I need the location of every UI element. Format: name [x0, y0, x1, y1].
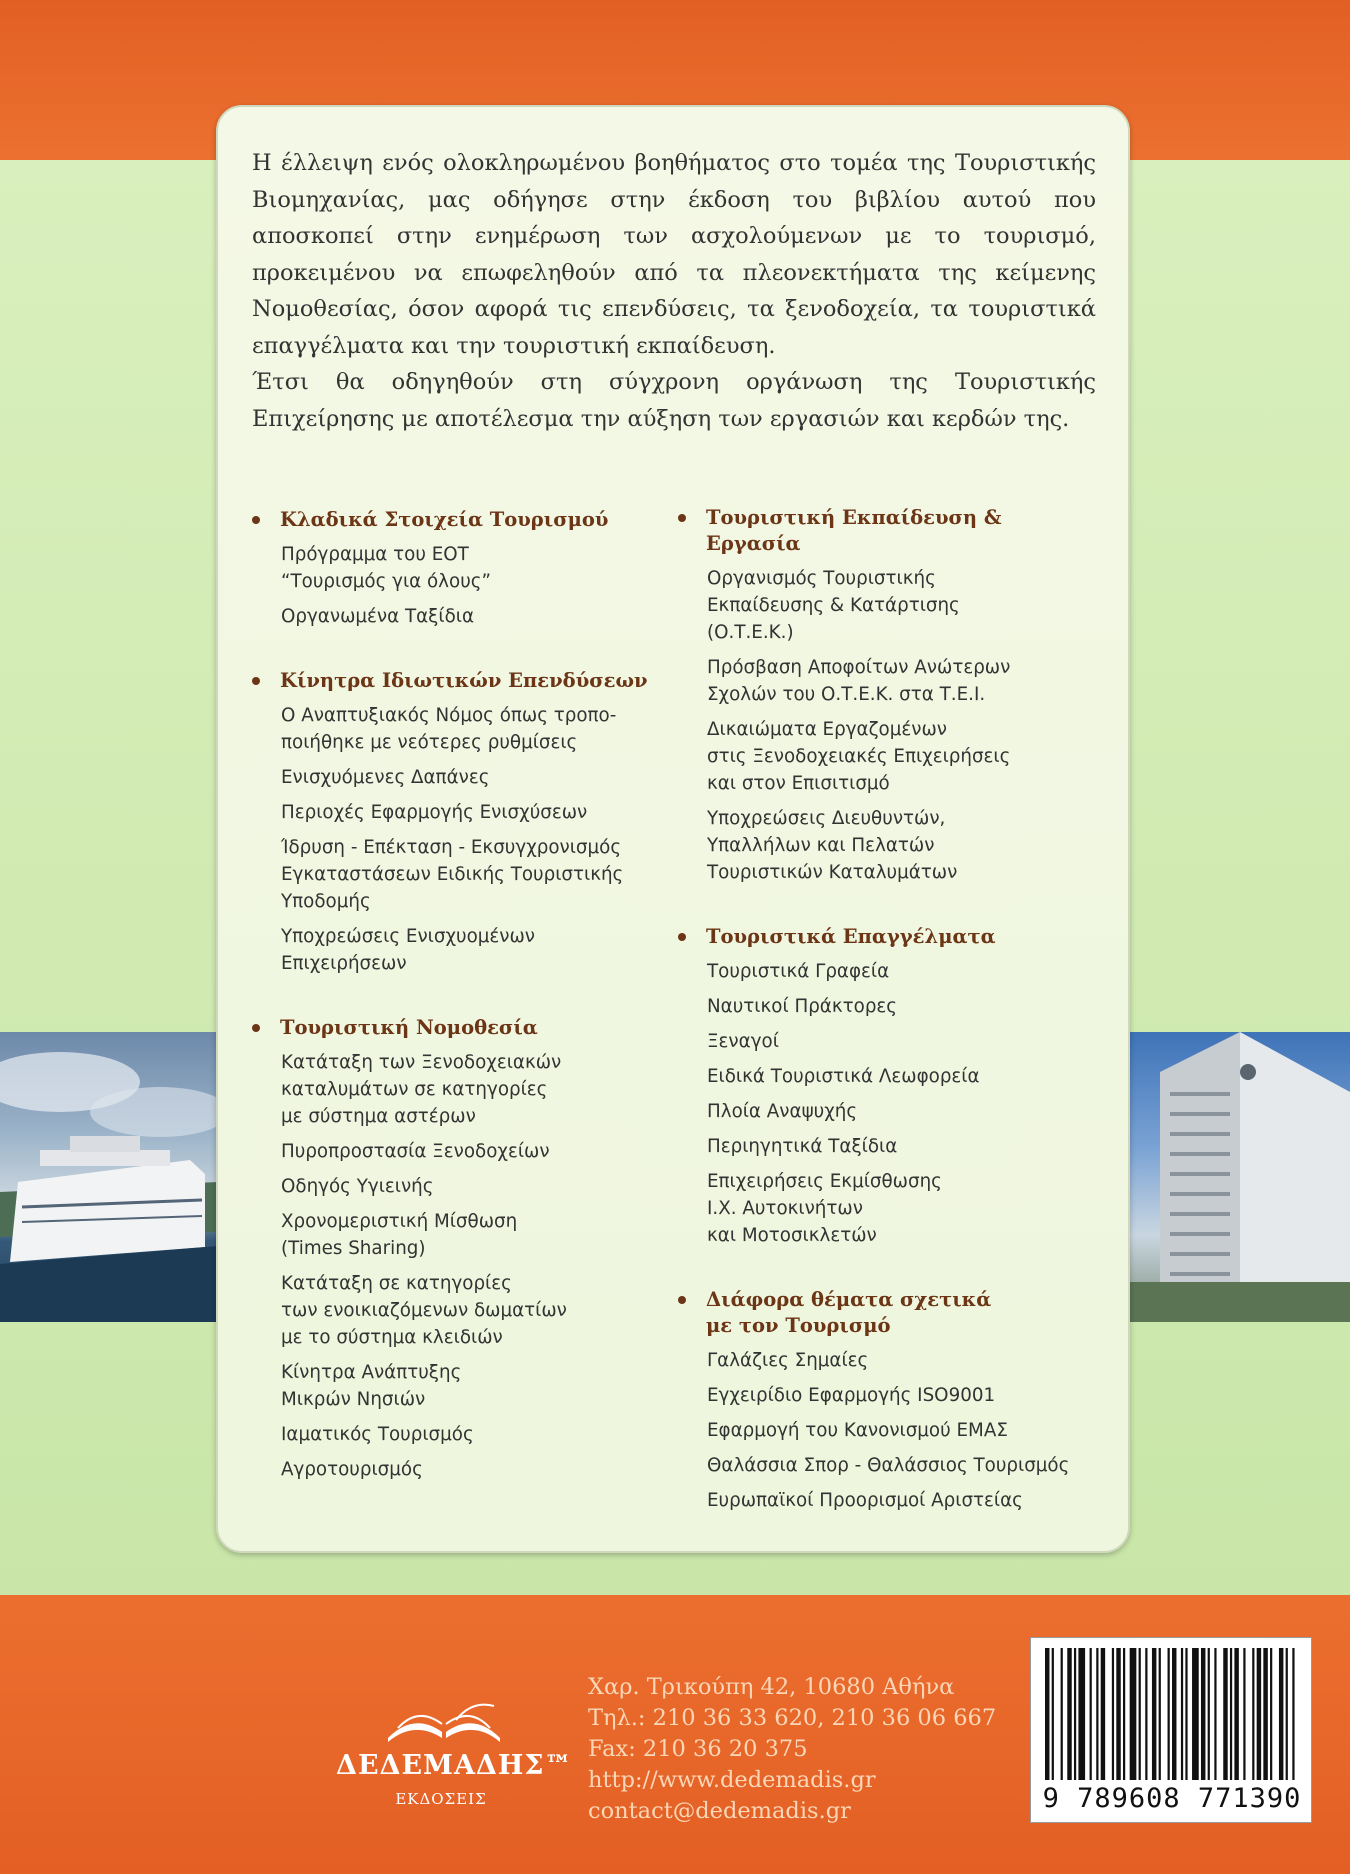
- open-book-icon: [384, 1698, 504, 1744]
- cruise-ship-photo: [0, 1032, 218, 1322]
- barcode-bars: [1045, 1648, 1299, 1780]
- barcode-bar: [1101, 1648, 1105, 1780]
- contact-phone: Τηλ.: 210 36 33 620, 210 36 06 667: [588, 1705, 997, 1731]
- topic-item: Τουριστικά Γραφεία: [707, 961, 890, 982]
- section-heading: [676, 1287, 1096, 1339]
- bullet-icon: [678, 1296, 686, 1304]
- topic-item: Υποχρεώσεις Ενισχυομένων Επιχειρήσεων: [281, 926, 536, 974]
- topic-item: Ίδρυση - Επέκταση - Εκσυγχρονισμός Εγκαταστάσεων Ειδικής Τουριστικής Υποδομής: [281, 837, 624, 912]
- topic-item: Επιχειρήσεις Εκμίσθωσης Ι.Χ. Αυτοκινήτων και Μοτοσικλετών: [707, 1171, 942, 1246]
- topic-section: [250, 1015, 670, 1483]
- section-heading-text: Κλαδικά Στοιχεία Τουρισμού: [280, 508, 609, 531]
- barcode-bar: [1168, 1648, 1170, 1780]
- topic-item: Ναυτικοί Πράκτορες: [707, 996, 898, 1017]
- topic-item: Κίνητρα Ανάπτυξης Μικρών Νησιών: [281, 1362, 462, 1410]
- contact-fax: Fax: 210 36 20 375: [588, 1736, 808, 1762]
- contact-address: Χαρ. Τρικούπη 42, 10680 Αθήνα: [588, 1674, 955, 1700]
- section-heading-text: Τουριστική Εκπαίδευση & Εργασία: [706, 506, 1002, 555]
- section-heading: [250, 668, 670, 694]
- content-panel: [216, 105, 1130, 1553]
- section-heading: [250, 1015, 670, 1041]
- topic-item: Κατάταξη των Ξενοδοχειακών καταλυμάτων σε κατηγορίες με σύστημα αστέρων: [281, 1052, 562, 1127]
- barcode-bar: [1067, 1648, 1071, 1780]
- publisher-name: ΔΕΔΕΜΑΔΗΣ™: [336, 1750, 573, 1781]
- topic-item: Δικαιώματα Εργαζομένων στις Ξενοδοχειακές Επιχειρήσεις και στον Επισιτισμό: [707, 719, 1011, 794]
- topic-item: Χρονομεριστική Μίσθωση (Times Sharing): [281, 1211, 518, 1259]
- publisher-contact-info: [588, 1672, 996, 1827]
- barcode-bar: [1061, 1648, 1063, 1780]
- right-topics-column: [676, 505, 1096, 1552]
- barcode-bar: [1279, 1648, 1283, 1780]
- topic-item: Περιοχές Εφαρμογής Ενισχύσεων: [281, 802, 588, 823]
- barcode-bar: [1223, 1648, 1227, 1780]
- section-heading: [676, 505, 1096, 557]
- topic-section: [676, 505, 1096, 886]
- topic-item: Πυροπροστασία Ξενοδοχείων: [281, 1141, 550, 1162]
- contact-email[interactable]: contact@dedemadis.gr: [588, 1798, 851, 1824]
- section-heading-text: Τουριστικά Επαγγέλματα: [706, 925, 996, 948]
- contact-website[interactable]: http://www.dedemadis.gr: [588, 1767, 876, 1793]
- barcode-bar: [1159, 1648, 1161, 1780]
- bullet-icon: [252, 1024, 260, 1032]
- barcode-bar: [1130, 1648, 1137, 1780]
- intro-text: [252, 145, 1096, 437]
- topic-item: Ο Αναπτυξιακός Νόμος όπως τροπο- ποιήθηκε με νεότερες ρυθμίσεις: [281, 705, 617, 753]
- section-heading-text: Κίνητρα Ιδιωτικών Επενδύσεων: [280, 669, 648, 692]
- topic-list: [676, 1347, 1096, 1514]
- barcode-bar: [1252, 1648, 1254, 1780]
- bullet-icon: [252, 516, 260, 524]
- topic-item: Αγροτουρισμός: [281, 1459, 423, 1480]
- topic-item: Θαλάσσια Σπορ - Θαλάσσιος Τουρισμός: [707, 1455, 1070, 1476]
- barcode-bar: [1123, 1648, 1125, 1780]
- topic-section: [676, 1287, 1096, 1514]
- topic-item: Ενισχυόμενες Δαπάνες: [281, 767, 490, 788]
- bullet-icon: [678, 514, 686, 522]
- topic-list: [676, 565, 1096, 886]
- topic-section: [250, 507, 670, 630]
- topic-item: Εφαρμογή του Κανονισμού ΕΜΑΣ: [707, 1420, 1008, 1441]
- barcode-bar: [1257, 1648, 1261, 1780]
- barcode-bar: [1214, 1648, 1216, 1780]
- barcode-bar: [1139, 1648, 1141, 1780]
- barcode-bar: [1052, 1648, 1054, 1780]
- barcode-bar: [1096, 1648, 1098, 1780]
- barcode-bar: [1045, 1648, 1049, 1780]
- hotel-building-illustration: [1130, 1032, 1350, 1322]
- topic-item: Πλοία Αναψυχής: [707, 1101, 858, 1122]
- hotel-building-photo: [1130, 1032, 1350, 1322]
- barcode-bar: [1112, 1648, 1114, 1780]
- barcode-bar: [1172, 1648, 1176, 1780]
- barcode-bar: [1181, 1648, 1183, 1780]
- barcode-bar: [1201, 1648, 1205, 1780]
- section-heading: [676, 924, 1096, 950]
- left-topics-column: [250, 507, 670, 1521]
- topic-item: Ιαματικός Τουρισμός: [281, 1424, 474, 1445]
- section-heading-text: Τουριστική Νομοθεσία: [280, 1016, 538, 1039]
- barcode-bar: [1292, 1648, 1294, 1780]
- barcode-bar: [1145, 1648, 1147, 1780]
- topic-list: [676, 958, 1096, 1249]
- topic-item: Οργανωμένα Ταξίδια: [281, 606, 474, 627]
- barcode-bar: [1230, 1648, 1232, 1780]
- topic-section: [676, 924, 1096, 1249]
- topic-item: Εγχειρίδιο Εφαρμογής ISO9001: [707, 1385, 996, 1406]
- barcode-bar: [1234, 1648, 1238, 1780]
- isbn-number: 9 789608 771390: [1042, 1783, 1302, 1814]
- intro-paragraph-2: Έτσι θα οδηγηθούν στη σύγχρονη οργάνωση της Τουριστικής Επιχείρησης με αποτέλεσμα την αύξηση των εργασιών και κερδών της.: [252, 369, 1096, 432]
- topic-item: Οδηγός Υγιεινής: [281, 1176, 434, 1197]
- bullet-icon: [252, 677, 260, 685]
- topic-section: [250, 668, 670, 977]
- barcode-bar: [1090, 1648, 1092, 1780]
- topic-item: Ειδικά Τουριστικά Λεωφορεία: [707, 1066, 980, 1087]
- topic-item: Κατάταξη σε κατηγορίες των ενοικιαζόμενων δωματίων με το σύστημα κλειδιών: [281, 1273, 567, 1348]
- topic-item: Γαλάζιες Σημαίες: [707, 1350, 869, 1371]
- bullet-icon: [678, 933, 686, 941]
- topic-item: Πρόγραμμα του ΕΟΤ “Τουρισμός για όλους”: [281, 544, 491, 592]
- barcode-bar: [1263, 1648, 1267, 1780]
- topic-list: [250, 541, 670, 630]
- barcode-bar: [1243, 1648, 1245, 1780]
- section-heading-text: Διάφορα θέματα σχετικά με τον Τουρισμό: [706, 1288, 992, 1337]
- barcode-bar: [1116, 1648, 1120, 1780]
- topic-item: Υποχρεώσεις Διευθυντών, Υπαλλήλων και Πελατών Τουριστικών Καταλυμάτων: [707, 808, 958, 883]
- topic-item: Περιηγητικά Ταξίδια: [707, 1136, 898, 1157]
- topic-item: Ξεναγοί: [707, 1031, 779, 1052]
- barcode-bar: [1074, 1648, 1076, 1780]
- topic-item: Ευρωπαϊκοί Προορισμοί Αριστείας: [707, 1490, 1023, 1511]
- intro-paragraph-1: Η έλλειψη ενός ολοκληρωμένου βοηθήματος στο τομέα της Τουριστικής Βιομηχανίας, μας οδήγησε στην έκδοση του βιβλίου αυτού που αποσκοπεί στην ενημέρωση των ασχολούμενων με το τουρισμό, προκειμένου να επωφεληθούν από τα πλεονεκτήματα της κείμενης Νομοθεσίας, όσον αφορά τις επενδύσεις, τα ξενοδοχεία, τα τουριστικά επαγγέλματα και την τουριστική εκπαίδευση.: [252, 150, 1096, 359]
- topic-list: [250, 702, 670, 977]
- publisher-logo: [336, 1698, 573, 1818]
- publisher-subtitle: ΕΚΔΟΣΕΙΣ: [395, 1790, 487, 1808]
- section-heading: [250, 507, 670, 533]
- cruise-ship-illustration: [0, 1032, 218, 1322]
- barcode-bar: [1185, 1648, 1187, 1780]
- barcode-bar: [1208, 1648, 1210, 1780]
- barcode-bar: [1078, 1648, 1085, 1780]
- isbn-barcode: [1030, 1637, 1312, 1823]
- barcode-bar: [1192, 1648, 1199, 1780]
- barcode-bar: [1152, 1648, 1156, 1780]
- topic-list: [250, 1049, 670, 1483]
- topic-item: Οργανισμός Τουριστικής Εκπαίδευσης & Κατάρτισης (Ο.Τ.Ε.Κ.): [707, 568, 960, 643]
- topic-item: Πρόσβαση Αποφοίτων Ανώτερων Σχολών του Ο.Τ.Ε.Κ. στα Τ.Ε.Ι.: [707, 657, 1011, 705]
- barcode-bar: [1286, 1648, 1288, 1780]
- barcode-bar: [1270, 1648, 1272, 1780]
